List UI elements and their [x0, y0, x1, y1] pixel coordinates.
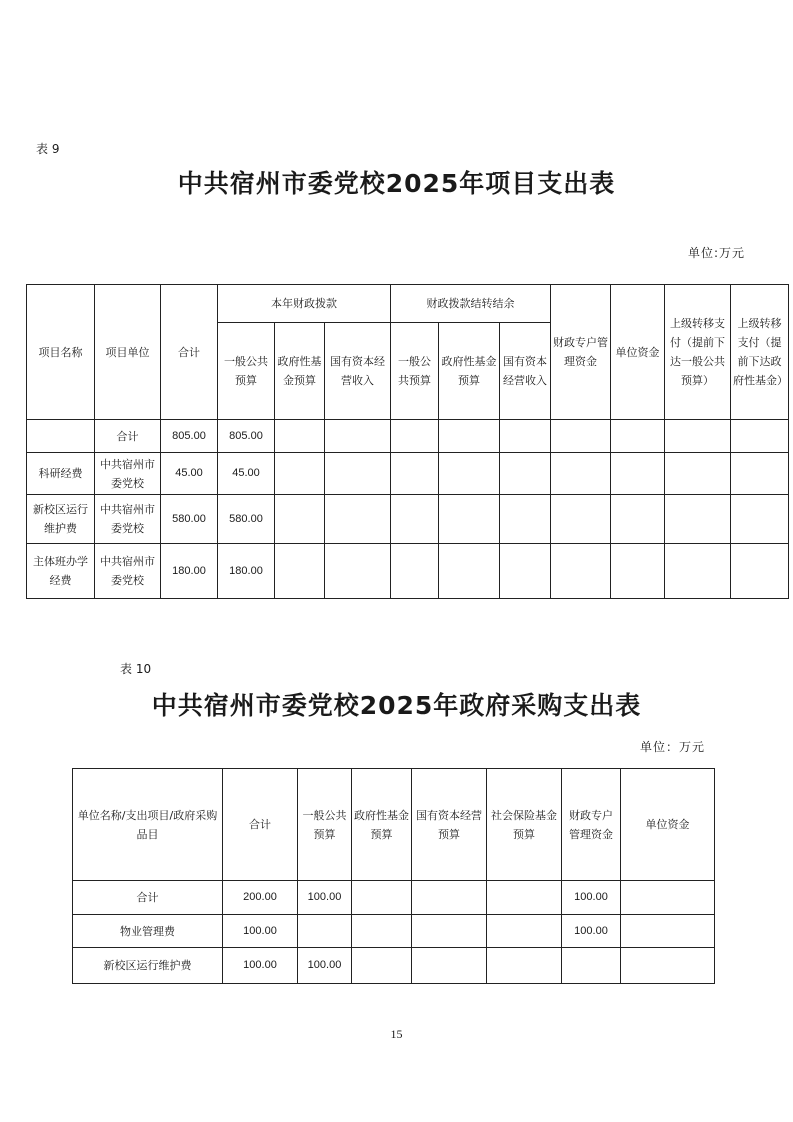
cell-total: 805.00	[161, 420, 218, 453]
header-total: 合计	[223, 769, 298, 881]
cell-special	[562, 948, 621, 984]
header-current-state-capital: 国有资本经营收入	[325, 323, 391, 420]
cell-project-unit: 中共宿州市委党校	[95, 544, 161, 599]
table-row	[27, 544, 789, 599]
cell-project-name: 新校区运行维护费	[27, 495, 95, 544]
cell-project-unit: 中共宿州市委党校	[95, 495, 161, 544]
page-number: 15	[390, 1027, 403, 1041]
header-special-account: 财政专户管理资金	[551, 285, 611, 420]
header-special-account: 财政专户管理资金	[562, 769, 621, 881]
cell-special: 100.00	[562, 881, 621, 915]
header-state-capital: 国有资本经营预算	[412, 769, 487, 881]
cell-general	[298, 915, 352, 948]
header-carryover-group: 财政拨款结转结余	[391, 285, 551, 323]
cell-special: 100.00	[562, 915, 621, 948]
header-carryover-state-capital: 国有资本经营收入	[500, 323, 551, 420]
cell-total: 580.00	[161, 495, 218, 544]
cell-current-general: 180.00	[218, 544, 275, 599]
table-row	[27, 495, 789, 544]
cell-general: 100.00	[298, 948, 352, 984]
header-unit-funds: 单位资金	[611, 285, 665, 420]
header-carryover-general: 一般公共预算	[391, 323, 439, 420]
table9-unit: 单位:万元	[688, 246, 746, 260]
table10-label: 表 10	[120, 662, 152, 676]
project-expenditure-table	[26, 284, 789, 599]
header-social-insurance: 社会保险基金预算	[487, 769, 562, 881]
cell-total: 200.00	[223, 881, 298, 915]
header-current-fund: 政府性基金预算	[275, 323, 325, 420]
cell-current-general: 580.00	[218, 495, 275, 544]
header-project-name: 项目名称	[27, 285, 95, 420]
table9-title: 中共宿州市委党校2025年项目支出表	[177, 169, 616, 198]
table-row	[73, 948, 715, 984]
header-current-year-group: 本年财政拨款	[218, 285, 391, 323]
table-row	[73, 881, 715, 915]
table10-title: 中共宿州市委党校2025年政府采购支出表	[151, 691, 642, 720]
table-row	[73, 915, 715, 948]
cell-project-name: 科研经费	[27, 453, 95, 495]
cell-project-unit: 合计	[95, 420, 161, 453]
cell-general: 100.00	[298, 881, 352, 915]
header-carryover-fund: 政府性基金预算	[439, 323, 500, 420]
cell-current-general: 45.00	[218, 453, 275, 495]
header-name: 单位名称/支出项目/政府采购品目	[73, 769, 223, 881]
table9-label: 表 9	[36, 142, 60, 156]
procurement-expenditure-table	[72, 768, 715, 984]
header-upper-general: 上级转移支付（提前下达一般公共预算）	[665, 285, 731, 420]
cell-total: 100.00	[223, 948, 298, 984]
cell-project-name	[27, 420, 95, 453]
cell-name: 物业管理费	[73, 915, 223, 948]
table10-unit: 单位：万元	[640, 740, 706, 754]
cell-name: 新校区运行维护费	[73, 948, 223, 984]
header-current-general: 一般公共预算	[218, 323, 275, 420]
cell-project-name: 主体班办学经费	[27, 544, 95, 599]
table-row	[27, 453, 789, 495]
cell-total: 100.00	[223, 915, 298, 948]
cell-project-unit: 中共宿州市委党校	[95, 453, 161, 495]
header-total: 合计	[161, 285, 218, 420]
header-upper-fund: 上级转移支付（提前下达政府性基金）	[731, 285, 789, 420]
header-project-unit: 项目单位	[95, 285, 161, 420]
header-general: 一般公共预算	[298, 769, 352, 881]
header-unit-funds: 单位资金	[621, 769, 715, 881]
cell-name: 合计	[73, 881, 223, 915]
cell-total: 45.00	[161, 453, 218, 495]
header-fund: 政府性基金预算	[352, 769, 412, 881]
table-row	[27, 420, 789, 453]
cell-total: 180.00	[161, 544, 218, 599]
cell-current-general: 805.00	[218, 420, 275, 453]
